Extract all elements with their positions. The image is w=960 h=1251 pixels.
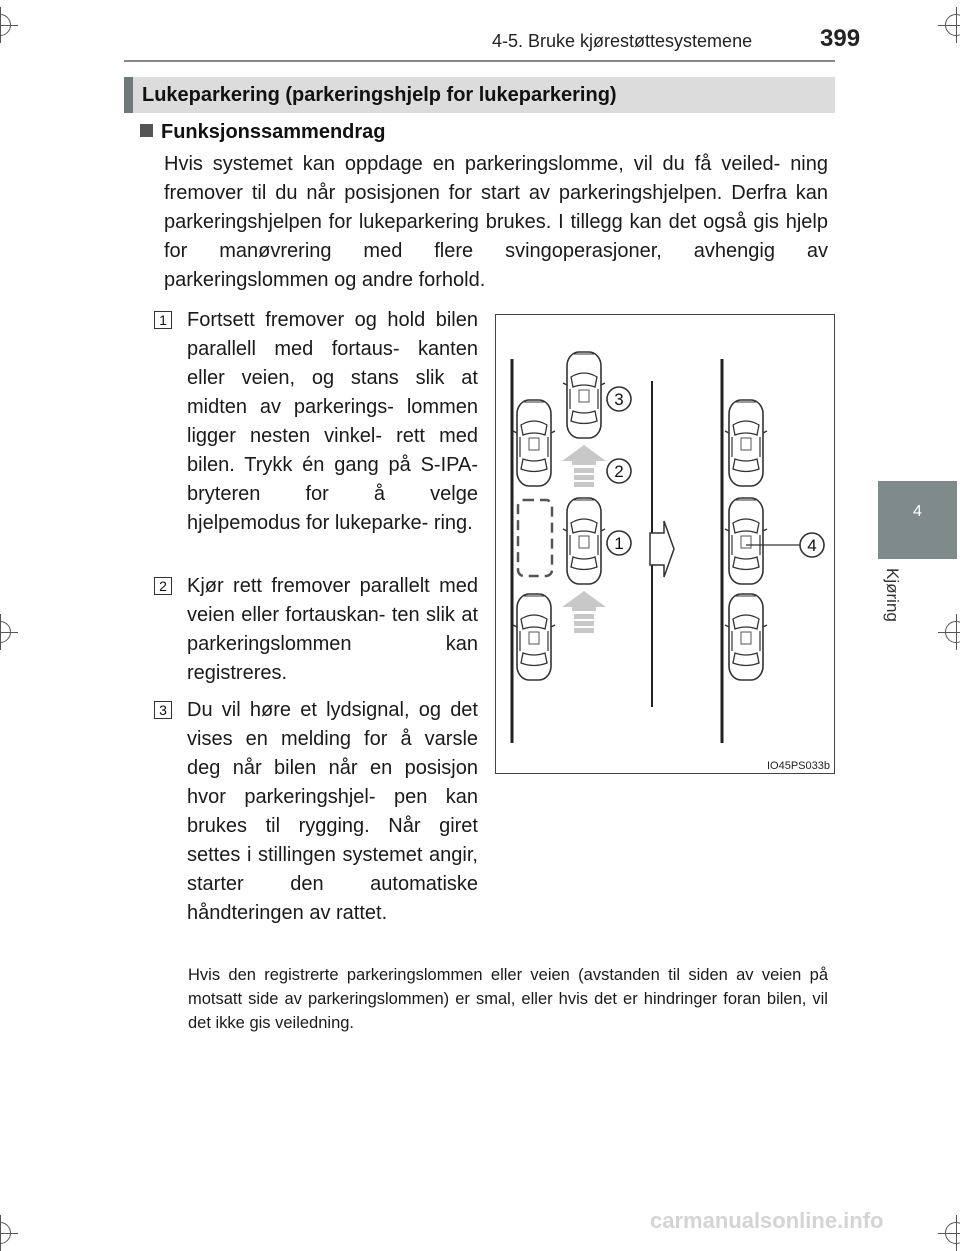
step-line: Når giret settes i stillingen	[187, 815, 478, 866]
step-line: Kjør rett fremover parallelt	[187, 575, 430, 597]
note-line: hindringer foran bilen, vil det ikke gis veiledning.	[188, 990, 828, 1032]
step-line: automatiske håndteringen av	[187, 873, 479, 924]
step-line: posisjon hvor parkeringshjel-	[187, 757, 478, 808]
intro-paragraph	[164, 150, 828, 295]
step-line: hjelpemodus for lukeparke-	[187, 512, 429, 534]
intro-line: avhengig av parkeringslommen og andre forhold.	[164, 240, 828, 291]
parking-slot	[518, 500, 552, 576]
note-line: Hvis den registrerte parkeringslommen eller veien (avstanden til siden	[188, 966, 728, 984]
section-title: Lukeparkering (parkeringshjelp for lukeparkering)	[142, 84, 617, 106]
watermark: carmanualsonline.info	[650, 1208, 884, 1233]
step-2	[154, 572, 478, 688]
chapter-label: Kjøring	[883, 568, 902, 622]
parked-car	[725, 400, 767, 486]
step-line: det vises en melding for å	[187, 699, 478, 750]
step-line: ten slik at parkeringslommen	[187, 604, 478, 655]
parked-car	[513, 400, 555, 486]
callout-label-3: 3	[614, 390, 624, 409]
step-line: slik at midten av parkerings-	[187, 367, 478, 418]
forward-arrow	[562, 445, 606, 487]
parked-car	[725, 498, 767, 584]
square-bullet-icon	[140, 124, 153, 137]
parking-diagram	[496, 315, 834, 773]
step-line: kan registreres.	[187, 633, 478, 684]
section-title-bar	[124, 77, 835, 113]
step-number-badge: 2	[154, 577, 172, 595]
step-text	[187, 306, 478, 538]
step-line: Du vil høre et lydsignal, og	[187, 699, 441, 721]
step-line: på S-IPA-bryteren for å velge	[187, 454, 479, 505]
step-line: med veien eller fortauskan-	[187, 575, 479, 626]
note-paragraph	[188, 963, 828, 1035]
parking-diagram-figure	[495, 314, 835, 774]
intro-line: Derfra kan parkeringshjelpen for lukeparkering brukes. I tillegg kan	[164, 182, 829, 233]
registration-mark-top-left	[0, 14, 11, 36]
note-line: av veien på motsatt side av parkeringslommen) er smal, eller hvis det er	[188, 966, 828, 1008]
chapter-tab	[878, 481, 957, 559]
vehicle-position-3	[563, 352, 605, 438]
registration-mark-bottom-left	[0, 1222, 11, 1244]
registration-mark-top-right	[945, 14, 960, 36]
step-line: Fortsett fremover og hold	[187, 309, 426, 331]
step-number-badge: 3	[154, 701, 172, 719]
callout-label-4: 4	[807, 536, 817, 555]
header-rule	[124, 60, 835, 62]
step-line: rett med bilen. Trykk én gang	[187, 425, 479, 476]
callout-label-2: 2	[614, 462, 624, 481]
step-3	[154, 696, 478, 928]
intro-line: ning fremover til du når posisjonen for start av parkeringshjelpen.	[164, 153, 828, 204]
chapter-number: 4	[913, 503, 922, 520]
registration-mark-bottom-right	[945, 1222, 960, 1244]
intro-line: det også gis hjelp for manøvrering med flere svingoperasjoner,	[164, 211, 828, 262]
step-line: rattet.	[336, 902, 388, 924]
step-line: kanten eller veien, og stans	[187, 338, 478, 389]
registration-mark-mid-left	[0, 621, 11, 643]
right-arrow	[650, 521, 674, 577]
subheading-text: Funksjonssammendrag	[161, 121, 386, 143]
vehicle-position-1	[563, 498, 605, 584]
chapter-label-wrap	[872, 568, 912, 634]
registration-mark-mid-right	[945, 621, 960, 643]
intro-line: Hvis systemet kan oppdage en parkeringslomme, vil du få veiled-	[164, 153, 781, 175]
header-section-title: 4-5. Bruke kjørestøttesystemene	[492, 31, 753, 51]
step-line: ring.	[433, 512, 473, 534]
parked-car	[725, 594, 767, 680]
step-number-badge: 1	[154, 311, 172, 329]
step-line: lommen ligger nesten vinkel-	[187, 396, 478, 447]
step-line: pen kan brukes til rygging.	[187, 786, 478, 837]
forward-arrow	[562, 591, 606, 633]
step-text	[187, 572, 478, 688]
step-text	[187, 696, 478, 928]
callout-label-1: 1	[614, 534, 624, 553]
subheading	[140, 121, 386, 144]
step-1	[154, 306, 478, 538]
step-line: systemet angir, starter den	[187, 844, 478, 895]
parked-car	[513, 594, 555, 680]
step-line: bilen parallell med fortaus-	[187, 309, 478, 360]
figure-code: IO45PS033b	[767, 760, 830, 772]
page-number: 399	[820, 25, 861, 52]
step-line: varsle deg når bilen når en	[187, 728, 479, 779]
